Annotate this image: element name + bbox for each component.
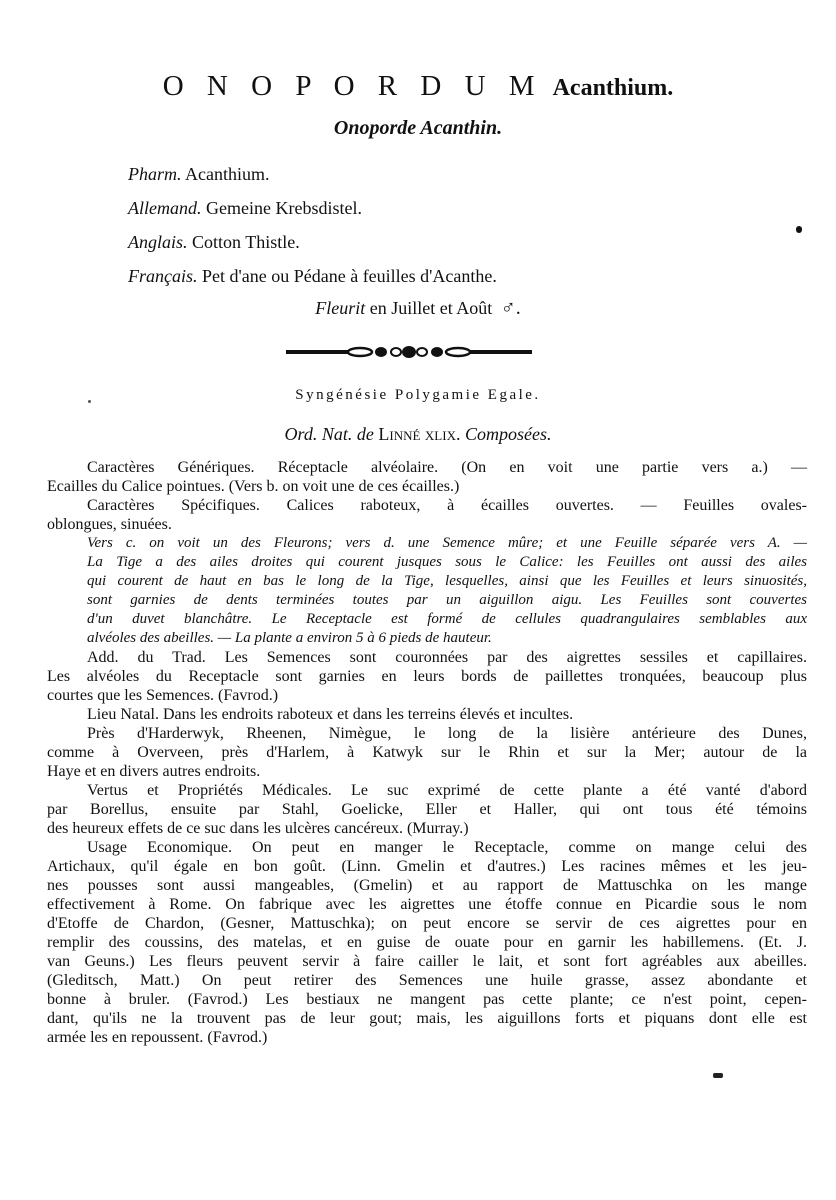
order-prefix: Ord. Nat. de bbox=[284, 424, 374, 444]
name-value: Pet d'ane ou Pédane à feuilles d'Acanthe. bbox=[202, 266, 497, 286]
text-line: Vertus et Propriétés Médicales. Le suc exprimé de cette plante a été vanté d'abord bbox=[87, 782, 807, 799]
genus-name: O N O P O R D U M bbox=[162, 70, 543, 102]
ink-mark bbox=[713, 1073, 723, 1078]
name-value: Gemeine Krebsdistel. bbox=[206, 198, 362, 218]
ink-mark bbox=[796, 226, 802, 233]
text-line: (Gleditsch, Matt.) On peut retirer des Semences une huile grasse, assez abondante et bbox=[47, 972, 807, 989]
body-text bbox=[47, 458, 807, 1047]
text-line: Caractères Spécifiques. Calices raboteux, à écailles ouvertes. — Feuilles ovales- bbox=[87, 497, 807, 514]
linnaean-class: Syngénésie Polygamie Egale. bbox=[295, 387, 541, 403]
flowering-period bbox=[0, 297, 836, 320]
text-line: Artichaux, qu'il égale en bon goût. (Linn. Gmelin et d'autres.) Les racines mêmes et les jeu- bbox=[47, 858, 807, 875]
ink-mark bbox=[88, 400, 91, 403]
name-row-english bbox=[128, 229, 497, 263]
text-line: dant, qu'ils ne la trouvent pas de leur gout; mais, les aiguillons forts et piquans dont elle est bbox=[47, 1010, 807, 1027]
name-language: Pharm. bbox=[128, 164, 182, 184]
text-line: armée les en repoussent. (Favrod.) bbox=[47, 1029, 268, 1046]
text-line: Vers c. on voit un des Fleurons; vers d. une Semence mûre; et une Feuille séparée vers A. — bbox=[87, 535, 807, 551]
text-line: oblongues, sinuées. bbox=[47, 516, 172, 533]
french-name: Onoporde Acanthin. bbox=[333, 117, 503, 139]
name-value: Cotton Thistle. bbox=[192, 232, 300, 252]
name-row-french bbox=[128, 263, 497, 297]
name-language: Français. bbox=[128, 266, 198, 286]
vernacular-names bbox=[128, 161, 497, 297]
text-line: alvéoles des abeilles. — La plante a environ 5 à 6 pieds de hauteur. bbox=[87, 630, 492, 646]
text-line: sont garnies de dents terminées toutes par un aiguillon aigu. Les Feuilles sont couvertes bbox=[87, 592, 807, 608]
flowering-months: en Juillet et Août bbox=[369, 298, 493, 318]
order-name: Linné xlix. bbox=[378, 424, 461, 444]
page-title bbox=[0, 70, 836, 103]
text-line: bonne à bruler. (Favrod.) Les bestiaux ne mangent pas cette plante; ce n'est point, cepen- bbox=[47, 991, 807, 1008]
text-line: Près d'Harderwyk, Rheenen, Nimègue, le long de la lisière antérieure des Dunes, bbox=[87, 725, 807, 742]
text-line: Usage Economique. On peut en manger le Receptacle, comme on mange celui des bbox=[87, 839, 807, 856]
flowering-label: Fleurit bbox=[315, 298, 366, 318]
text-line: Caractères Génériques. Réceptacle alvéolaire. (On en voit une partie vers a.) — bbox=[87, 459, 807, 476]
text-line: Haye et en divers autres endroits. bbox=[47, 763, 261, 780]
name-language: Anglais. bbox=[128, 232, 188, 252]
name-language: Allemand. bbox=[128, 198, 202, 218]
text-line: d'Etoffe de Chardon, (Gesner, Mattuschka); on peut encore se servir de ces aigrettes pour en bbox=[47, 915, 807, 932]
text-line: Les alvéoles du Receptacle sont garnies en leurs bords de paillettes tronquées, beaucoup plus bbox=[47, 668, 807, 685]
text-line: courtes que les Semences. (Favrod.) bbox=[47, 687, 279, 704]
text-line: van Geuns.) Les fleurs peuvent servir à faire cailler le lait, et sont fort agréables aux abeilles. bbox=[47, 953, 807, 970]
text-line: effectivement à Rome. On fabrique avec les aigrettes une étoffe connue en Picardie sous le nom bbox=[47, 896, 807, 913]
male-symbol: ♂. bbox=[500, 297, 521, 319]
name-value: Acanthium. bbox=[185, 164, 270, 184]
text-line: Ecailles du Calice pointues. (Vers b. on voit une de ces écailles.) bbox=[47, 478, 460, 495]
species-name: Acanthium. bbox=[552, 75, 674, 101]
text-line: par Borellus, ensuite par Stahl, Goelicke, Eller et Haller, qui ont tous été témoins bbox=[47, 801, 807, 818]
text-line: d'un duvet blanchâtre. Le Receptacle est formé de cellules quadrangulaires semblables aux bbox=[87, 611, 807, 627]
name-row-pharm bbox=[128, 161, 497, 195]
text-line: La Tige a des ailes droites qui courent jusques sous le Calice: les Feuilles ont aussi des ailes bbox=[87, 554, 807, 570]
ornamental-divider bbox=[286, 341, 532, 363]
text-line: nes pousses sont aussi mangeables, (Gmelin) et au rapport de Mattuschka on les mange bbox=[47, 877, 807, 894]
text-line: des heureux effets de ce suc dans les ulcères cancéreux. (Murray.) bbox=[47, 820, 469, 837]
text-line: qui courent de haut en bas le long de la Tige, lesquelles, ainsi que les Feuilles et leurs sinuosités, bbox=[87, 573, 807, 589]
text-line: comme à Overveen, près d'Harlem, à Katwyk sur le Rhin et sur la Mer; autour de la bbox=[47, 744, 807, 761]
natural-order bbox=[0, 424, 836, 445]
name-row-german bbox=[128, 195, 497, 229]
text-line: remplir des coussins, des matelas, et en guise de ouate pour en garnir les habillemens. (Et. J. bbox=[47, 934, 807, 951]
order-suffix: Composées. bbox=[464, 424, 552, 444]
text-line: Lieu Natal. Dans les endroits raboteux et dans les terreins élevés et incultes. bbox=[87, 706, 574, 723]
text-line: Add. du Trad. Les Semences sont couronnées par des aigrettes sessiles et capillaires. bbox=[87, 649, 807, 666]
